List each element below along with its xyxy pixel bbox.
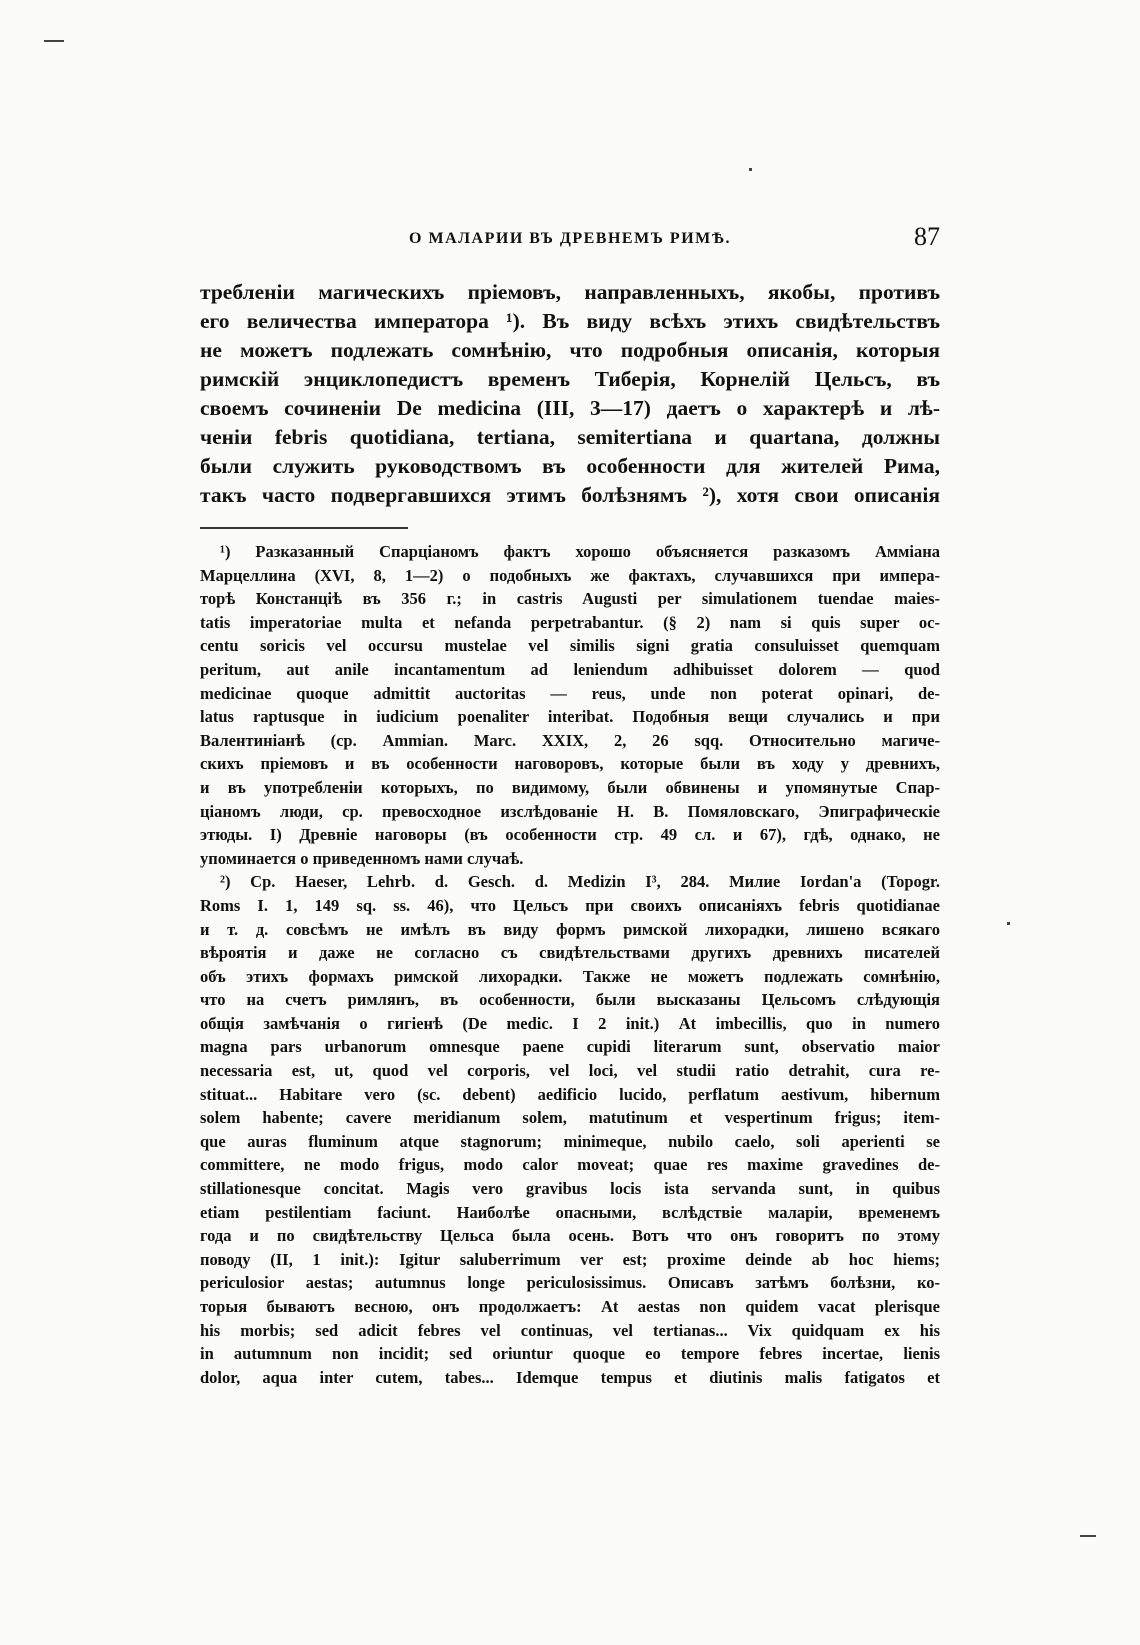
footnote-line: tatis imperatoriae multa et nefanda perpetrabantur. (§ 2) nam si quis super oc- — [200, 612, 940, 632]
footnote-line: dolor, aqua inter cutem, tabes... Idemque tempus et diutinis malis fatigatos et — [200, 1367, 940, 1387]
page-number: 87 — [914, 222, 940, 251]
body-line: такъ часто подвергавшихся этимъ болѣзнямъ ²), хотя свои описанія — [200, 483, 940, 507]
footnote-line: Валентиніанѣ (ср. Ammian. Marc. XXIX, 2, 26 sqq. Относительно магиче- — [200, 730, 940, 750]
footnote-line: centu soricis vel occursu mustelae vel similis signi gratia consuluisset quemquam — [200, 636, 940, 656]
footnote-line: общія замѣчанія о гигіенѣ (De medic. I 2 init.) At imbecillis, quo in numero — [200, 1013, 940, 1033]
footnotes — [200, 540, 940, 1389]
scan-dot — [749, 168, 752, 171]
body-line: требленіи магическихъ пріемовъ, направленныхъ, якобы, противъ — [200, 280, 940, 304]
body-line: его величества императора ¹). Въ виду всѣхъ этихъ свидѣтельствъ — [200, 309, 940, 333]
body-line: не можетъ подлежать сомнѣнію, что подробныя описанія, которыя — [200, 338, 940, 362]
footnote-line: que auras fluminum atque stagnorum; minimeque, nubilo caelo, soli aperienti se — [200, 1131, 940, 1151]
body-line: римскій энциклопедистъ временъ Тиберія, Корнелій Цельсъ, въ — [200, 367, 940, 391]
footnote-line: и т. д. совсѣмъ не имѣлъ въ виду формъ римской лихорадки, лишено всякаго — [200, 919, 940, 939]
footnote-line: in autumnum non incidit; sed oriuntur quoque eo tempore febres incertae, lienis — [200, 1344, 940, 1364]
body-line: были служить руководствомъ въ особенности для жителей Рима, — [200, 454, 940, 478]
footnote-line: stituat... Habitare vero (sc. debent) aedificio lucido, perflatum aestivum, hibernum — [200, 1084, 940, 1104]
footnote-line: Roms I. 1, 149 sq. ss. 46), что Цельсъ при своихъ описаніяхъ febris quotidianae — [200, 895, 940, 915]
footnote-line: periculosior aestas; autumnus longe periculosissimus. Описавъ затѣмъ болѣзни, ко- — [200, 1273, 940, 1293]
footnote-line: Марцеллина (XVI, 8, 1—2) о подобныхъ же фактахъ, случавшихся при импера- — [200, 565, 940, 585]
running-title: О МАЛАРИИ ВЪ ДРЕВНЕМЪ РИМѢ. — [409, 230, 731, 247]
body-line: ченіи febris quotidiana, tertiana, semitertiana и quartana, должны — [200, 425, 940, 449]
footnote-line: что на счетъ римлянъ, въ особенности, были высказаны Цельсомъ слѣдующія — [200, 990, 940, 1010]
footnote-line: поводу (II, 1 init.): Igitur saluberrimum ver est; proxime deinde ab hoc hiems; — [200, 1249, 940, 1269]
body-line: своемъ сочиненіи De medicina (III, 3—17) даетъ о характерѣ и лѣ- — [200, 396, 940, 420]
footnote-line: magna pars urbanorum omnesque paene cupidi literarum sunt, observatio maior — [200, 1037, 940, 1057]
footnote-line: peritum, aut anile incantamentum ad leniendum adhibuisset dolorem — quod — [200, 659, 940, 679]
footnote-line: ²) Ср. Haeser, Lehrb. d. Gesch. d. Medizin I³, 284. Mилие Iordan'a (Topogr. — [220, 872, 940, 892]
footnote-line: stillationesque concitat. Magis vero gravibus locis ista servanda sunt, in quibus — [200, 1179, 940, 1199]
footnote-line: этюды. I) Древніе наговоры (въ особенности стр. 49 сл. и 67), гдѣ, однако, не — [200, 825, 940, 845]
footnote-line: his morbis; sed adicit febres vel continuas, vel tertianas... Vix quidquam ex his — [200, 1320, 940, 1340]
footnote-line: etiam pestilentiam faciunt. Наиболѣе опасными, вслѣдствіе маларіи, временемъ — [200, 1202, 940, 1222]
scan-mark-bottom-right — [1080, 1535, 1096, 1537]
footnote-line: ¹) Разказанный Спарціаномъ фактъ хорошо объясняется разказомъ Аммiана — [220, 542, 940, 561]
body-text — [200, 278, 940, 510]
footnote-line: ціаномъ люди, ср. превосходное изслѣдованіе Н. В. Помяловскаго, Эпиграфическіе — [200, 801, 940, 821]
running-head — [200, 222, 940, 262]
footnote-line: necessaria est, ut, quod vel corporis, vel loci, vel studii ratio detrahit, cura re- — [200, 1061, 940, 1081]
footnote-line: года и по свидѣтельству Цельса была осень. Вотъ что онъ говоритъ по этому — [200, 1226, 940, 1246]
footnote-line: вѣроятія и даже не согласно съ свидѣтельствами другихъ древнихъ писателей — [200, 943, 940, 963]
footnote-line: medicinae quoque admittit auctoritas — reus, unde non poterat opinari, de- — [200, 683, 940, 703]
footnote-line: latus raptusque in iudicium poenaliter interibat. Подобныя вещи случались и при — [200, 707, 940, 727]
footnote-line: упоминается о приведенномъ нами случаѣ. — [200, 848, 524, 868]
scan-mark-top-left — [44, 40, 64, 42]
footnote-2 — [200, 870, 940, 1389]
footnote-line: скихъ пріемовъ и въ особенности наговоровъ, которые были въ ходу у древнихъ, — [200, 754, 940, 774]
footnote-line: торѣ Констанціѣ въ 356 г.; in castris Augusti per simulationem tuendae maies- — [200, 589, 940, 609]
footnote-line: committere, ne modo frigus, modo calor moveat; quae res maxime gravedines de- — [200, 1155, 940, 1175]
footnote-line: объ этихъ формахъ римской лихорадки. Также не можетъ подлежать сомнѣнію, — [200, 966, 940, 986]
footnote-1 — [200, 540, 940, 870]
footnote-line: торыя бываютъ весною, онъ продолжаетъ: At aestas non quidem vacat plerisque — [200, 1297, 940, 1316]
footnote-line: и въ употребленіи которыхъ, по видимому, были обвинены и упомянутые Спар- — [200, 777, 940, 797]
footnote-rule — [200, 527, 408, 529]
footnote-line: solem habente; cavere meridianum solem, matutinum et vespertinum frigus; item- — [200, 1108, 940, 1128]
scan-dot — [1007, 922, 1010, 925]
